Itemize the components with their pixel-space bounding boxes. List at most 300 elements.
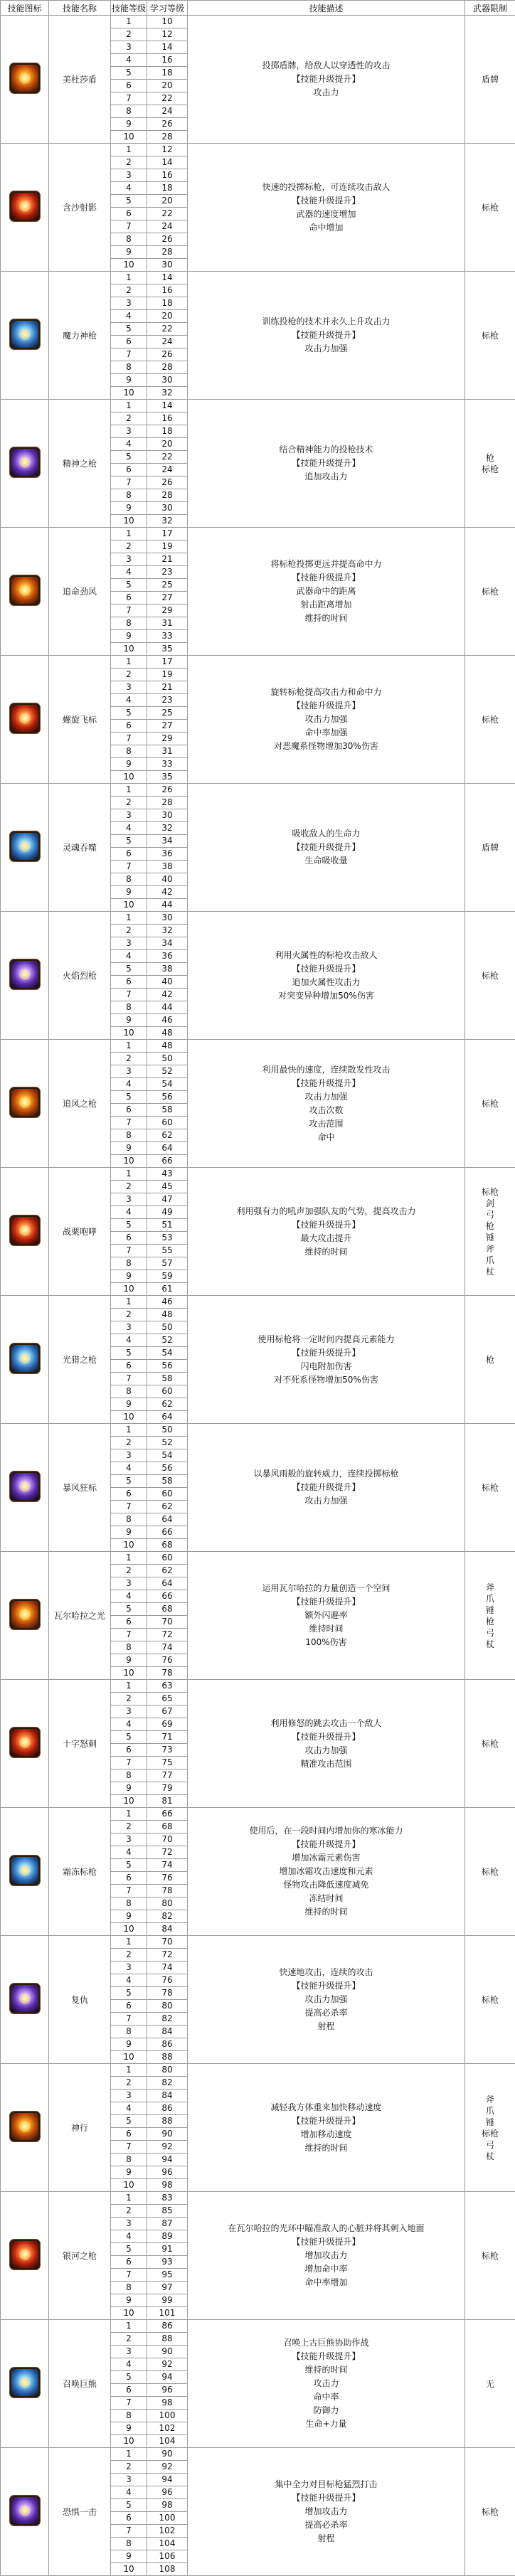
skill-level: 6 <box>111 464 147 477</box>
skill-level: 1 <box>111 1936 147 1949</box>
description-line: 【技能升级提升】 <box>188 194 464 208</box>
weapon-item: 杖 <box>465 2151 515 2162</box>
learn-level: 54 <box>147 1347 188 1360</box>
skill-level: 3 <box>111 169 147 182</box>
skill-icon-cell <box>1 1936 49 2064</box>
skill-level: 8 <box>111 1257 147 1270</box>
learn-level: 106 <box>147 2550 188 2563</box>
learn-level: 87 <box>147 2218 188 2230</box>
vengeance-icon <box>10 1984 40 2013</box>
description-line: 冻结时间 <box>188 1892 464 1905</box>
skill-level: 2 <box>111 1949 147 1962</box>
skill-description <box>188 144 465 272</box>
learn-level: 92 <box>147 2358 188 2371</box>
skill-icon-cell <box>1 1296 49 1424</box>
learn-level: 22 <box>147 208 188 220</box>
learn-level: 18 <box>147 182 188 195</box>
learn-level: 81 <box>147 1795 188 1808</box>
skill-level: 1 <box>111 784 147 797</box>
skill-level: 2 <box>111 1309 147 1321</box>
skill-level: 6 <box>111 2256 147 2269</box>
skill-level: 9 <box>111 2166 147 2179</box>
skill-level: 6 <box>111 592 147 605</box>
learn-level: 40 <box>147 873 188 886</box>
skill-level: 1 <box>111 656 147 669</box>
description-line: 运用瓦尔哈拉的力量创造一个空间 <box>188 1582 464 1595</box>
table-row <box>1 1936 515 1949</box>
table-row <box>1 1424 515 1437</box>
learn-level: 50 <box>147 1424 188 1437</box>
description-line: 攻击力 <box>188 2377 464 2390</box>
skill-icon-cell <box>1 400 49 528</box>
table-row <box>1 400 515 413</box>
spirit-spear-icon <box>10 447 40 477</box>
learn-level: 88 <box>147 2333 188 2346</box>
weapon-limit <box>465 2448 515 2576</box>
description-line: 利用最快的速度，连续散发性攻击 <box>188 1063 464 1077</box>
table-row <box>1 1680 515 1693</box>
description-line: 利用修怒的跳去攻击一个敌人 <box>188 1717 464 1730</box>
skill-level: 10 <box>111 899 147 912</box>
skill-level: 1 <box>111 2192 147 2205</box>
learn-level: 52 <box>147 1334 188 1347</box>
skill-icon-cell <box>1 1424 49 1552</box>
weapon-limit <box>465 2192 515 2320</box>
learn-level: 84 <box>147 1923 188 1936</box>
learn-level: 34 <box>147 937 188 950</box>
learn-level: 84 <box>147 2090 188 2102</box>
learn-level: 12 <box>147 28 188 41</box>
description-line: 命中率增加 <box>188 2276 464 2289</box>
table-row <box>1 1296 515 1309</box>
description-line: 召唤上古巨熊协助作战 <box>188 2336 464 2350</box>
weapon-limit <box>465 1680 515 1808</box>
skill-level: 10 <box>111 1667 147 1680</box>
table-row <box>1 656 515 669</box>
description-line: 攻击力 <box>188 86 464 100</box>
skill-level: 4 <box>111 182 147 195</box>
learn-level: 62 <box>147 1398 188 1411</box>
skill-level: 10 <box>111 259 147 272</box>
skill-icon-cell <box>1 2192 49 2320</box>
skill-icon-cell <box>1 1040 49 1168</box>
skill-level: 5 <box>111 1475 147 1488</box>
skill-level: 4 <box>111 1206 147 1219</box>
skill-level: 5 <box>111 963 147 976</box>
learn-level: 46 <box>147 1296 188 1309</box>
learn-level: 32 <box>147 515 188 528</box>
table-header <box>1 1 515 16</box>
learn-level: 42 <box>147 989 188 1001</box>
light-spear-icon <box>10 1343 40 1373</box>
learn-level: 53 <box>147 1232 188 1245</box>
learn-level: 22 <box>147 323 188 336</box>
learn-level: 92 <box>147 2461 188 2474</box>
learn-level: 18 <box>147 297 188 310</box>
skill-description <box>188 1680 465 1808</box>
learn-level: 98 <box>147 2499 188 2512</box>
learn-level: 76 <box>147 1654 188 1667</box>
learn-level: 22 <box>147 92 188 105</box>
learn-level: 99 <box>147 2294 188 2307</box>
skill-level: 9 <box>111 374 147 387</box>
learn-level: 30 <box>147 374 188 387</box>
description-line: 结合精神能力的投枪技术 <box>188 443 464 457</box>
learn-level: 56 <box>147 1462 188 1475</box>
skill-level: 8 <box>111 489 147 502</box>
skill-name: 瓦尔哈拉之光 <box>49 1552 111 1680</box>
learn-level: 48 <box>147 1027 188 1040</box>
table-row <box>1 784 515 797</box>
skill-level: 9 <box>111 118 147 131</box>
skill-level: 10 <box>111 131 147 144</box>
learn-level: 89 <box>147 2230 188 2243</box>
learn-level: 100 <box>147 2512 188 2525</box>
galaxy-spear-icon <box>10 2240 40 2269</box>
description-line: 【技能升级提升】 <box>188 2491 464 2505</box>
learn-level: 31 <box>147 617 188 630</box>
skill-name: 召唤巨熊 <box>49 2320 111 2448</box>
weapon-item: 斧 <box>465 1243 515 1255</box>
learn-level: 26 <box>147 233 188 246</box>
description-line: 维持时间 <box>188 1622 464 1636</box>
skill-level: 2 <box>111 925 147 937</box>
skill-level: 3 <box>111 937 147 950</box>
skill-level: 6 <box>111 1616 147 1629</box>
weapon-item: 标枪 <box>465 714 515 725</box>
description-line: 对恶魔系怪物增加30%伤害 <box>188 740 464 753</box>
learn-level: 74 <box>147 1641 188 1654</box>
description-line: 将标枪投掷更远并提高命中力 <box>188 558 464 571</box>
weapon-item: 标枪 <box>465 2506 515 2518</box>
learn-level: 26 <box>147 477 188 489</box>
learn-level: 86 <box>147 2038 188 2051</box>
skill-level: 7 <box>111 2013 147 2026</box>
learn-level: 55 <box>147 1245 188 1257</box>
learn-level: 60 <box>147 1488 188 1501</box>
skill-level: 5 <box>111 579 147 592</box>
skill-level: 3 <box>111 1065 147 1078</box>
learn-level: 50 <box>147 1321 188 1334</box>
skill-level: 8 <box>111 873 147 886</box>
weapon-item: 标枪 <box>465 330 515 341</box>
skill-level: 6 <box>111 208 147 220</box>
skill-level: 4 <box>111 1974 147 1987</box>
learn-level: 95 <box>147 2269 188 2282</box>
learn-level: 19 <box>147 541 188 553</box>
learn-level: 14 <box>147 400 188 413</box>
weapon-limit <box>465 784 515 912</box>
skill-description <box>188 272 465 400</box>
weapon-limit <box>465 1296 515 1424</box>
learn-level: 66 <box>147 1808 188 1821</box>
learn-level: 19 <box>147 669 188 681</box>
skill-level: 8 <box>111 361 147 374</box>
skill-level: 8 <box>111 1001 147 1014</box>
table-row <box>1 1808 515 1821</box>
learn-level: 14 <box>147 156 188 169</box>
skill-level: 6 <box>111 336 147 348</box>
learn-level: 44 <box>147 1001 188 1014</box>
skill-level: 2 <box>111 1053 147 1065</box>
chase-spear-icon <box>10 1087 40 1117</box>
learn-level: 29 <box>147 733 188 745</box>
learn-level: 30 <box>147 809 188 822</box>
description-line: 命中增加 <box>188 221 464 235</box>
skill-level: 7 <box>111 1117 147 1129</box>
learn-level: 96 <box>147 2486 188 2499</box>
weapon-item: 标枪 <box>465 1482 515 1494</box>
skill-level: 5 <box>111 707 147 720</box>
learn-level: 98 <box>147 2179 188 2192</box>
skill-level: 1 <box>111 1680 147 1693</box>
description-line: 集中全力对目标枪猛烈打击 <box>188 2478 464 2491</box>
divine-walk-icon <box>10 2112 40 2141</box>
skill-level: 7 <box>111 220 147 233</box>
learn-level: 80 <box>147 2064 188 2077</box>
learn-level: 90 <box>147 2448 188 2461</box>
description-line: 【技能升级提升】 <box>188 1346 464 1360</box>
learn-level: 62 <box>147 1501 188 1513</box>
skill-level: 3 <box>111 809 147 822</box>
skill-level: 2 <box>111 669 147 681</box>
skill-level: 1 <box>111 2320 147 2333</box>
learn-level: 31 <box>147 745 188 758</box>
skill-name: 霜冻标枪 <box>49 1808 111 1936</box>
learn-level: 80 <box>147 2000 188 2013</box>
skill-level: 1 <box>111 2064 147 2077</box>
learn-level: 42 <box>147 886 188 899</box>
description-line: 武器命中的距离 <box>188 585 464 598</box>
learn-level: 101 <box>147 2307 188 2320</box>
learn-level: 16 <box>147 413 188 425</box>
skill-description <box>188 656 465 784</box>
skill-name: 神行 <box>49 2064 111 2192</box>
skill-level: 6 <box>111 848 147 861</box>
weapon-item: 标枪 <box>465 1994 515 2006</box>
learn-level: 108 <box>147 2563 188 2576</box>
skill-level: 7 <box>111 861 147 873</box>
learn-level: 12 <box>147 144 188 156</box>
weapon-item: 枪 <box>465 1616 515 1627</box>
skill-level: 9 <box>111 2422 147 2435</box>
learn-level: 48 <box>147 1040 188 1053</box>
skill-level: 2 <box>111 1565 147 1577</box>
skill-level: 10 <box>111 1411 147 1424</box>
skill-level: 2 <box>111 1437 147 1449</box>
skill-level: 8 <box>111 617 147 630</box>
table-row <box>1 16 515 28</box>
learn-level: 64 <box>147 1577 188 1590</box>
skill-level: 6 <box>111 1488 147 1501</box>
description-line: 【技能升级提升】 <box>188 2350 464 2363</box>
skill-name: 银河之枪 <box>49 2192 111 2320</box>
skill-name: 精神之枪 <box>49 400 111 528</box>
skill-level: 4 <box>111 1078 147 1091</box>
learn-level: 14 <box>147 272 188 284</box>
description-line: 攻击力加强 <box>188 342 464 356</box>
weapon-limit <box>465 16 515 144</box>
skill-level: 6 <box>111 1360 147 1373</box>
skill-level: 4 <box>111 1846 147 1859</box>
learn-level: 58 <box>147 1373 188 1385</box>
description-line: 【技能升级提升】 <box>188 1979 464 1993</box>
weapon-limit <box>465 528 515 656</box>
skill-name: 追命劲风 <box>49 528 111 656</box>
skill-level: 6 <box>111 1744 147 1757</box>
learn-level: 94 <box>147 2474 188 2486</box>
skill-level: 10 <box>111 1795 147 1808</box>
weapon-limit <box>465 2320 515 2448</box>
description-line: 攻击次数 <box>188 1104 464 1117</box>
skill-level: 6 <box>111 2128 147 2141</box>
description-line: 对不死系怪物增加50%伤害 <box>188 1373 464 1387</box>
skill-level: 2 <box>111 156 147 169</box>
learn-level: 84 <box>147 2026 188 2038</box>
skill-level: 10 <box>111 2051 147 2064</box>
skill-level: 5 <box>111 2243 147 2256</box>
skill-level: 2 <box>111 1693 147 1705</box>
learn-level: 91 <box>147 2243 188 2256</box>
skill-level: 9 <box>111 2294 147 2307</box>
learn-level: 48 <box>147 1309 188 1321</box>
skill-level: 3 <box>111 1193 147 1206</box>
skill-description <box>188 16 465 144</box>
skill-icon-cell <box>1 528 49 656</box>
skill-level: 9 <box>111 758 147 771</box>
skill-level: 2 <box>111 413 147 425</box>
description-line: 【技能升级提升】 <box>188 2235 464 2249</box>
description-line: 增加攻击力 <box>188 2505 464 2518</box>
learn-level: 26 <box>147 784 188 797</box>
skill-level: 5 <box>111 67 147 80</box>
learn-level: 74 <box>147 1962 188 1974</box>
description-line: 射程 <box>188 2532 464 2545</box>
weapon-item: 标枪 <box>465 2250 515 2262</box>
description-line: 使用标枪将一定时间内提高元素能力 <box>188 1333 464 1346</box>
learn-level: 17 <box>147 528 188 541</box>
skill-name: 美杜莎盾 <box>49 16 111 144</box>
description-line: 攻击力加强 <box>188 713 464 726</box>
skill-level: 5 <box>111 2499 147 2512</box>
learn-level: 82 <box>147 2013 188 2026</box>
learn-level: 68 <box>147 1821 188 1833</box>
description-line: 生命吸收量 <box>188 854 464 868</box>
learn-level: 88 <box>147 2115 188 2128</box>
weapon-item: 枪 <box>465 452 515 464</box>
learn-level: 38 <box>147 963 188 976</box>
description-line: 【技能升级提升】 <box>188 1838 464 1851</box>
weapon-item: 锤 <box>465 1604 515 1616</box>
weapon-limit <box>465 400 515 528</box>
learn-level: 78 <box>147 1667 188 1680</box>
description-line: 攻击力加强 <box>188 1090 464 1104</box>
learn-level: 47 <box>147 1193 188 1206</box>
learn-level: 36 <box>147 950 188 963</box>
skill-level: 3 <box>111 1833 147 1846</box>
skill-level: 1 <box>111 400 147 413</box>
description-line: 精准攻击范围 <box>188 1757 464 1771</box>
weapon-limit <box>465 272 515 400</box>
skill-name: 含沙射影 <box>49 144 111 272</box>
skill-level: 3 <box>111 2474 147 2486</box>
learn-level: 65 <box>147 1693 188 1705</box>
skill-level: 3 <box>111 681 147 694</box>
skill-level: 1 <box>111 1424 147 1437</box>
weapon-item: 盾牌 <box>465 842 515 853</box>
table-body <box>1 16 515 2576</box>
skill-level: 1 <box>111 1552 147 1565</box>
valhalla-light-icon <box>10 1600 40 1629</box>
learn-level: 68 <box>147 1539 188 1552</box>
header-learn-level: 学习等级 <box>147 1 188 16</box>
description-line: 以暴风雨般的旋转威力，连续投掷标枪 <box>188 1467 464 1481</box>
skill-level: 7 <box>111 1373 147 1385</box>
learn-level: 64 <box>147 1142 188 1155</box>
skill-level: 9 <box>111 502 147 515</box>
description-line: 利用火属性的标枪攻击敌人 <box>188 949 464 962</box>
skill-level: 10 <box>111 1923 147 1936</box>
skill-level: 10 <box>111 1283 147 1296</box>
skill-level: 8 <box>111 2282 147 2294</box>
weapon-item: 爪 <box>465 1593 515 1604</box>
skill-level: 2 <box>111 797 147 809</box>
skill-level: 9 <box>111 1526 147 1539</box>
learn-level: 70 <box>147 1833 188 1846</box>
description-line: 【技能升级提升】 <box>188 1730 464 1744</box>
skill-level: 8 <box>111 105 147 118</box>
learn-level: 98 <box>147 2397 188 2410</box>
skill-level: 9 <box>111 886 147 899</box>
skill-icon-cell <box>1 1168 49 1296</box>
description-line: 生命+力量 <box>188 2417 464 2431</box>
skill-description <box>188 784 465 912</box>
learn-level: 88 <box>147 2051 188 2064</box>
skill-level: 8 <box>111 2410 147 2422</box>
skill-level: 2 <box>111 2077 147 2090</box>
weapon-item: 锤 <box>465 2117 515 2128</box>
weapon-item: 剑 <box>465 1198 515 1209</box>
learn-level: 72 <box>147 1629 188 1641</box>
description-line: 增加冰霜元素伤害 <box>188 1851 464 1865</box>
weapon-limit <box>465 1168 515 1296</box>
skill-level: 3 <box>111 41 147 54</box>
weapon-item: 标枪 <box>465 970 515 981</box>
learn-level: 24 <box>147 464 188 477</box>
shield-burst-icon <box>10 63 40 93</box>
learn-level: 27 <box>147 720 188 733</box>
soul-drain-icon <box>10 831 40 861</box>
skill-level: 9 <box>111 1910 147 1923</box>
skill-icon-cell <box>1 656 49 784</box>
description-line: 攻击力加强 <box>188 1744 464 1757</box>
description-line: 【技能升级提升】 <box>188 571 464 585</box>
skill-level: 10 <box>111 2307 147 2320</box>
skill-description <box>188 2320 465 2448</box>
table-row <box>1 2192 515 2205</box>
learn-level: 78 <box>147 1987 188 2000</box>
learn-level: 24 <box>147 105 188 118</box>
skill-level: 10 <box>111 2435 147 2448</box>
description-line: 维持的时间 <box>188 612 464 625</box>
weapon-item: 杖 <box>465 1266 515 1277</box>
learn-level: 93 <box>147 2256 188 2269</box>
skill-level: 6 <box>111 720 147 733</box>
skill-level: 7 <box>111 348 147 361</box>
learn-level: 28 <box>147 246 188 259</box>
skill-name: 复仇 <box>49 1936 111 2064</box>
learn-level: 26 <box>147 118 188 131</box>
